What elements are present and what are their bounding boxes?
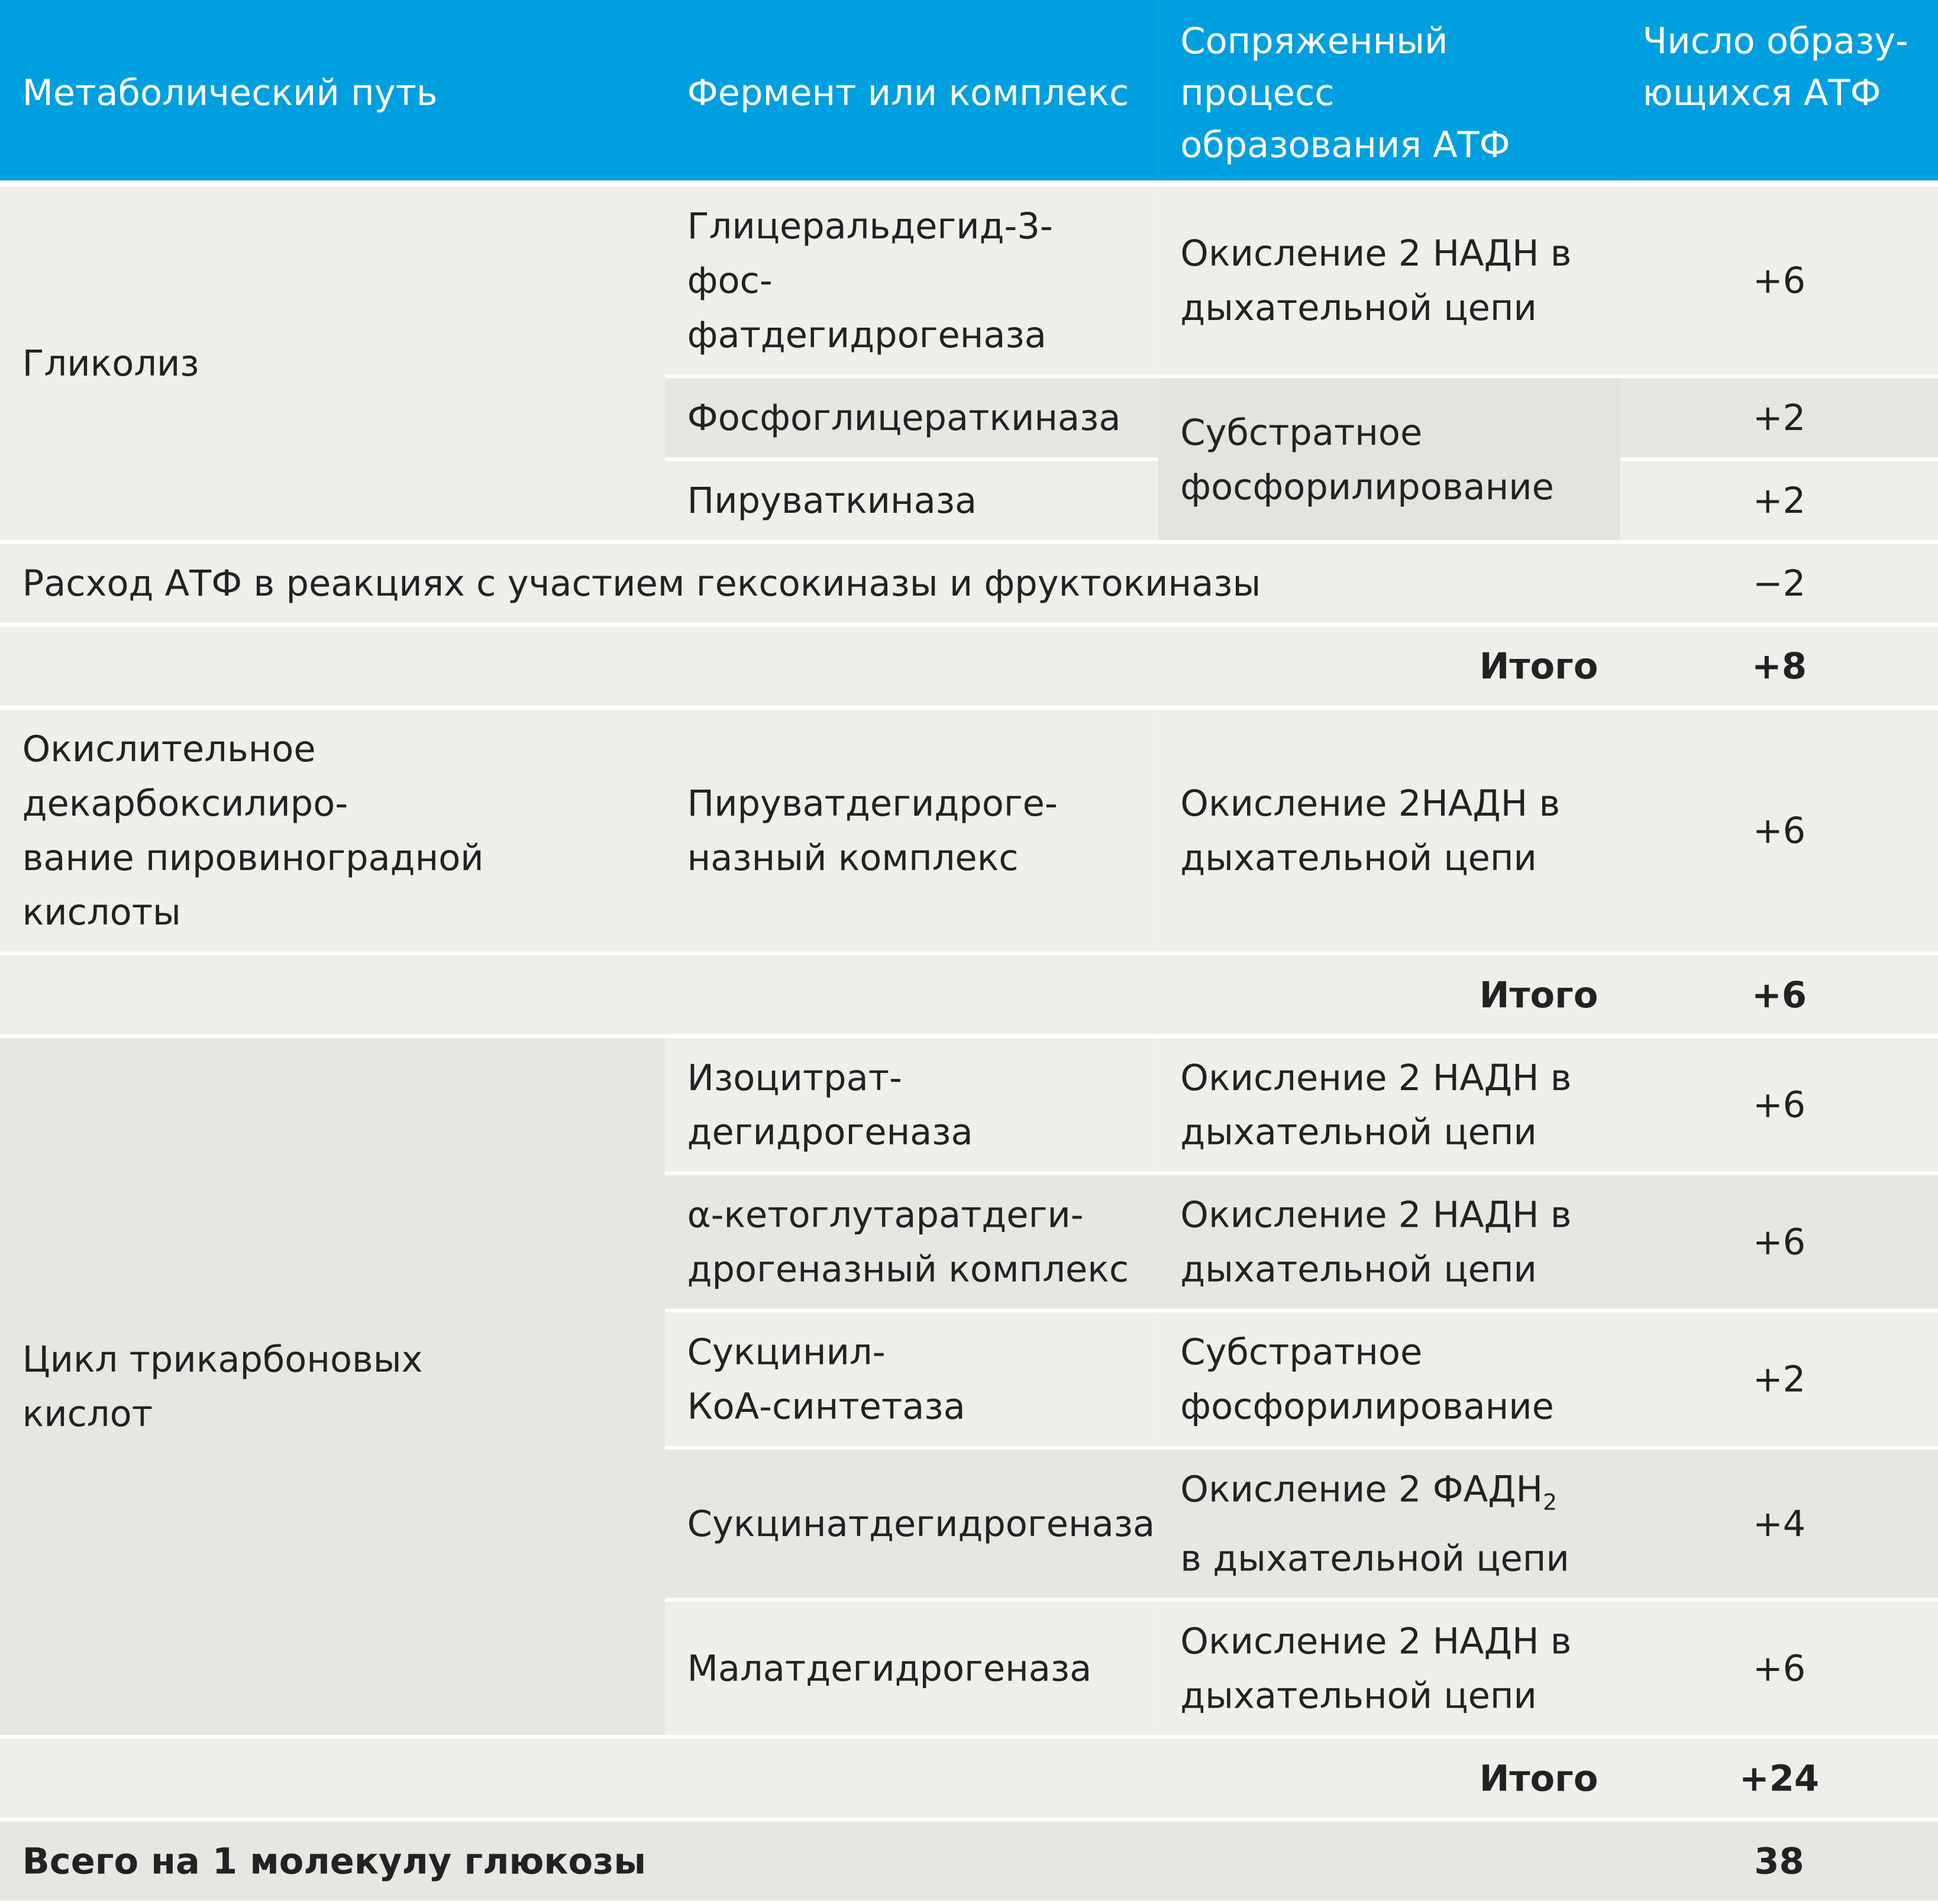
enzyme-cell: Фосфоглицераткиназа — [665, 376, 1158, 459]
subtotal-label: Итого — [0, 625, 1620, 707]
atp-value: +6 — [1620, 186, 1938, 376]
header-atp-count — [1620, 0, 1938, 180]
process-line2: дыхательной цепи — [1180, 1248, 1537, 1291]
enzyme-cell — [665, 707, 1158, 953]
enzyme-line2: дрогеназный комплекс — [687, 1248, 1129, 1291]
atp-value: +6 — [1620, 1036, 1938, 1174]
subtotal-value: +6 — [1620, 953, 1938, 1036]
grand-total-row — [0, 1819, 1938, 1902]
enzyme-line1: Глицеральдегид-3-фос- — [687, 205, 1053, 302]
subtotal-value: +8 — [1620, 625, 1938, 707]
atp-value: +6 — [1620, 1599, 1938, 1737]
enzyme-line2: назный комплекс — [687, 836, 1019, 879]
process-line1: Субстратное — [1180, 1331, 1423, 1373]
header-pathway: Метаболический путь — [0, 0, 665, 180]
atp-value: +2 — [1620, 459, 1938, 542]
header-row — [0, 0, 1938, 180]
enzyme-cell: Малатдегидрогеназа — [665, 1599, 1158, 1737]
atp-value: +2 — [1620, 1311, 1938, 1448]
atp-value: −2 — [1620, 542, 1938, 625]
pathway-pdh — [0, 707, 665, 953]
process-line1: Окисление 2 ФАДН — [1180, 1468, 1543, 1511]
process-line2: дыхательной цепи — [1180, 1111, 1537, 1153]
subtotal-row — [0, 953, 1938, 1036]
header-process-line2: образования АТФ — [1180, 123, 1510, 166]
atp-value: +6 — [1620, 1174, 1938, 1311]
process-line1: Окисление 2 НАДН в — [1180, 1056, 1572, 1099]
table-row — [0, 542, 1938, 625]
process-cell — [1158, 186, 1620, 376]
table-row — [0, 1036, 1938, 1174]
process-cell — [1158, 1448, 1620, 1600]
header-atp-line1: Число образу- — [1642, 20, 1908, 62]
enzyme-line1: Изоцитрат- — [687, 1056, 902, 1099]
process-cell — [1158, 1036, 1620, 1174]
enzyme-line2: дегидрогеназа — [687, 1111, 973, 1153]
header-process — [1158, 0, 1620, 180]
process-subscript: 2 — [1543, 1490, 1558, 1517]
atp-value: +6 — [1620, 707, 1938, 953]
process-line2: в дыхательной цепи — [1180, 1537, 1569, 1579]
header-process-line1: Сопряженный процесс — [1180, 20, 1448, 114]
process-cell — [1158, 707, 1620, 953]
pathway-line1: Окислительное декарбоксилиро- — [22, 728, 348, 825]
grand-total-label: Всего на 1 молекулу глюкозы — [0, 1819, 1620, 1902]
table-row — [0, 186, 1938, 376]
process-line2: фосфорилирование — [1180, 1385, 1554, 1428]
subtotal-label: Итого — [0, 1737, 1620, 1819]
process-line2: дыхательной цепи — [1180, 286, 1537, 329]
pathway-line2: кислот — [22, 1392, 153, 1435]
table-row — [0, 707, 1938, 953]
enzyme-line1: α-кетоглутаратдеги- — [687, 1194, 1084, 1236]
subtotal-label: Итого — [0, 953, 1620, 1036]
enzyme-line2: фатдегидрогеназа — [687, 313, 1046, 356]
enzyme-cell — [665, 1174, 1158, 1311]
subtotal-value: +24 — [1620, 1737, 1938, 1819]
process-cell — [1158, 1599, 1620, 1737]
process-line1: Окисление 2 НАДН в — [1180, 232, 1572, 274]
enzyme-cell — [665, 1311, 1158, 1448]
process-line1: Субстратное — [1180, 410, 1423, 453]
pathway-line1: Цикл трикарбоновых — [22, 1338, 423, 1381]
enzyme-cell: Пируваткиназа — [665, 459, 1158, 542]
process-line2: дыхательной цепи — [1180, 1674, 1537, 1716]
process-cell — [1158, 1174, 1620, 1311]
subtotal-row — [0, 1737, 1938, 1819]
enzyme-line1: Пируватдегидроге- — [687, 782, 1058, 825]
grand-total-value: 38 — [1620, 1819, 1938, 1902]
pathway-glycolysis: Гликолиз — [0, 186, 665, 542]
enzyme-cell — [665, 186, 1158, 376]
process-line1: Окисление 2 НАДН в — [1180, 1194, 1572, 1236]
enzyme-line1: Сукцинил- — [687, 1331, 886, 1373]
enzyme-cell — [665, 1036, 1158, 1174]
process-line2: дыхательной цепи — [1180, 836, 1537, 879]
atp-value: +4 — [1620, 1448, 1938, 1600]
process-cell-shared — [1158, 376, 1620, 542]
pathway-tca — [0, 1036, 665, 1737]
expense-label: Расход АТФ в реакциях с участием гексокиназы и фруктокиназы — [0, 542, 1620, 625]
enzyme-cell: Сукцинатдегидрогеназа — [665, 1448, 1158, 1600]
process-cell — [1158, 1311, 1620, 1448]
header-enzyme: Фермент или комплекс — [665, 0, 1158, 180]
process-line2: фосфорилирование — [1180, 465, 1554, 507]
process-line1: Окисление 2НАДН в — [1180, 782, 1561, 825]
pathway-line2: вание пировиноградной кислоты — [22, 836, 484, 933]
enzyme-line2: КоА-синтетаза — [687, 1385, 965, 1428]
subtotal-row — [0, 625, 1938, 707]
header-atp-line2: ющихся АТФ — [1642, 72, 1881, 114]
atp-value: +2 — [1620, 376, 1938, 459]
process-line1: Окисление 2 НАДН в — [1180, 1619, 1572, 1662]
